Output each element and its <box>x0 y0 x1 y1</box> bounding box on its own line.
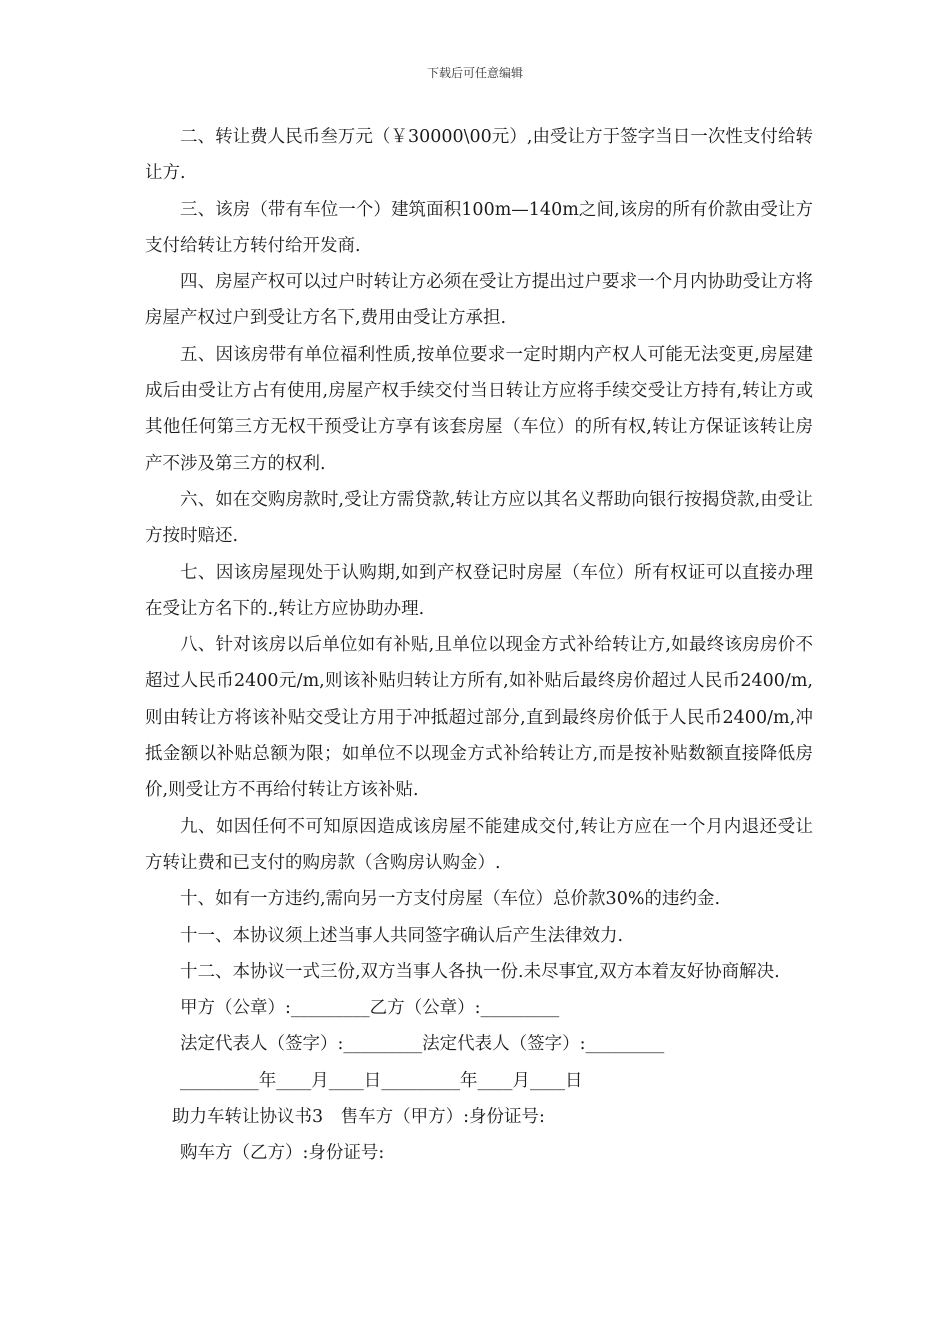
document-body <box>145 119 813 1172</box>
buyer-id-line: 购车方（乙方）:身份证号: <box>180 1143 385 1164</box>
clause-12: 十二、本协议一式三份,双方当事人各执一份.未尽事宜,双方本着友好协商解决. <box>180 961 780 982</box>
clause-8: 八、针对该房以后单位如有补贴,且单位以现金方式补给转让方,如最终该房房价不超过人民币2400元/m,则该补贴归转让方所有,如补贴后最终房价超过人民币2400/m,则由转让方将该补贴交受让方用于冲抵超过部分,直到最终房价低于人民币2400/m,冲抵金额以补贴总额为限；如单位不以现金方式补给转让方,而是按补贴数额直接降低房价,则受让方不再给付转让方该补贴. <box>145 635 813 801</box>
clause-3: 三、该房（带有车位一个）建筑面积100m—140m之间,该房的所有价款由受让方支付给转让方转付给开发商. <box>145 199 813 256</box>
clause-5: 五、因该房带有单位福利性质,按单位要求一定时期内产权人可能无法变更,房屋建成后由受让方占有使用,房屋产权手续交付当日转让方应将手续交受让方持有,转让方或其他任何第三方无权干预受让方享有该套房屋（车位）的所有权,转让方保证该转让房产不涉及第三方的权利. <box>145 344 813 474</box>
clause-10: 十、如有一方违约,需向另一方支付房屋（车位）总价款30%的违约金. <box>180 889 721 910</box>
next-agreement-title: 助力车转让协议书3 售车方（甲方）:身份证号: <box>172 1107 545 1128</box>
page-header: 下载后可任意编辑 <box>426 66 523 80</box>
date-line: _________年____月____日_________年____月____日 <box>180 1070 583 1091</box>
clause-7: 七、因该房屋现处于认购期,如到产权登记时房屋（车位）所有权证可以直接办理在受让方名下的.,转让方应协助办理. <box>145 562 813 619</box>
clause-6: 六、如在交购房款时,受让方需贷款,转让方应以其名义帮助向银行按揭贷款,由受让方按时赔还. <box>145 489 813 547</box>
seal-signature-line: 甲方（公章）:_________乙方（公章）:_________ <box>180 998 560 1019</box>
clause-9: 九、如因任何不可知原因造成该房屋不能建成交付,转让方应在一个月内退还受让方转让费和已支付的购房款（含购房认购金）. <box>145 816 813 873</box>
clause-4: 四、房屋产权可以过户时转让方必须在受让方提出过户要求一个月内协助受让方将房屋产权过户到受让方名下,费用由受让方承担. <box>145 272 813 329</box>
clause-11: 十一、本协议须上述当事人共同签字确认后产生法律效力. <box>180 925 624 946</box>
clause-2: 二、转让费人民币叁万元（￥30000\00元）,由受让方于签字当日一次性支付给转让方. <box>145 127 813 184</box>
representative-signature-line: 法定代表人（签字）:_________法定代表人（签字）:_________ <box>180 1034 665 1055</box>
